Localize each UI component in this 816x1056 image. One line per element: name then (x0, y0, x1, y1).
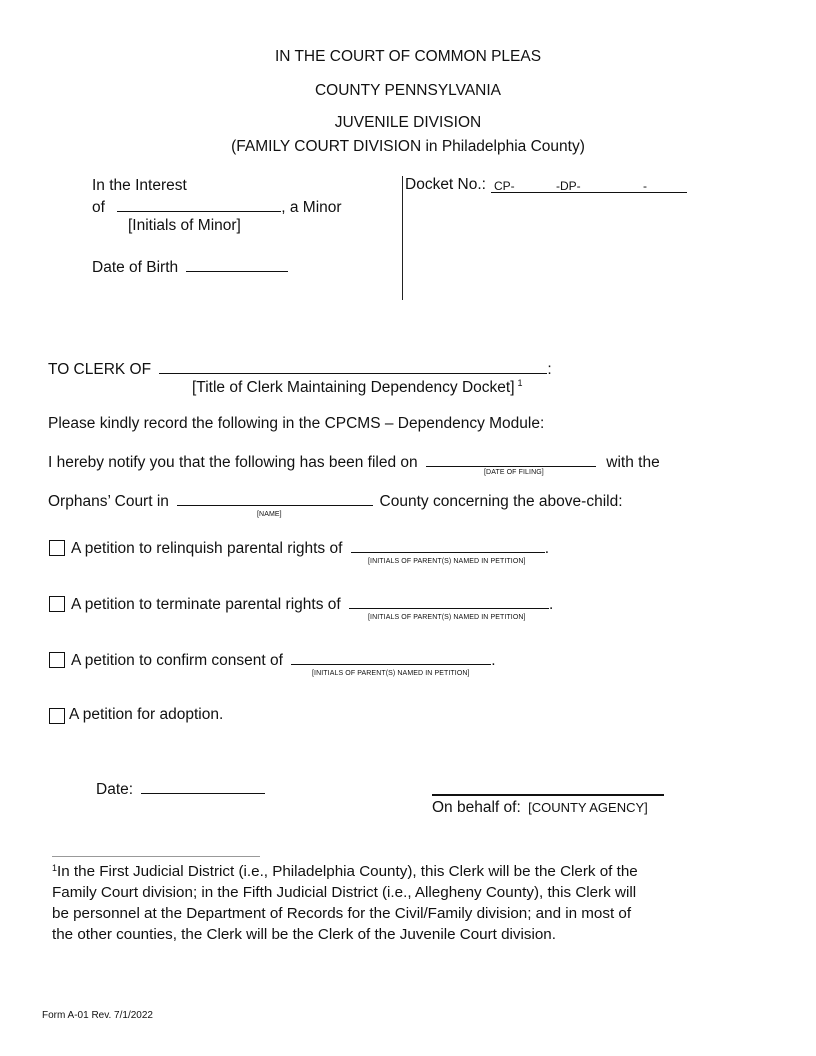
of-label: of (92, 199, 105, 216)
terminate-checkbox[interactable] (49, 596, 65, 612)
county-agency-caption: [COUNTY AGENCY] (528, 800, 648, 815)
docket-cp-prefix: CP- (494, 179, 515, 193)
petition-terminate-label: A petition to terminate parental rights of (71, 596, 341, 613)
orphans-court-label: Orphans’ Court in (48, 493, 169, 510)
initials-of-minor-caption: [Initials of Minor] (128, 217, 241, 234)
adoption-checkbox[interactable] (49, 708, 65, 724)
notify-line (48, 452, 660, 472)
date-of-filing-field[interactable] (426, 452, 596, 467)
footnote-number: 1 (52, 863, 58, 873)
petition-relinquish-label: A petition to relinquish parental rights of (71, 540, 343, 557)
confirm-initials-caption: [INITIALS OF PARENT(S) NAMED IN PETITION] (312, 670, 470, 677)
to-clerk-colon: : (547, 361, 552, 378)
name-caption: [NAME] (257, 511, 282, 518)
footnote-line-1 (52, 861, 638, 885)
date-of-filing-caption: [DATE OF FILING] (484, 469, 544, 476)
to-clerk-label: TO CLERK OF (48, 361, 152, 378)
in-the-interest-label: In the Interest (92, 177, 187, 194)
signature-line[interactable] (432, 794, 664, 796)
on-behalf-line (432, 799, 648, 817)
county-name-field[interactable] (177, 491, 373, 506)
form-id: Form A-01 Rev. 7/1/2022 (42, 1010, 153, 1021)
confirm-consent-checkbox[interactable] (49, 652, 65, 668)
docket-label: Docket No.: (405, 176, 486, 193)
please-record-text: Please kindly record the following in the CPCMS – Dependency Module: (48, 415, 545, 432)
petition-confirm-label: A petition to confirm consent of (71, 652, 283, 669)
minor-initials-field[interactable] (117, 197, 281, 212)
docket-dash: - (643, 179, 647, 193)
petition-confirm-line (71, 650, 496, 670)
petition-adoption-label: A petition for adoption (69, 706, 219, 723)
clerk-title-text: [Title of Clerk Maintaining Dependency Docket] (192, 379, 515, 396)
date-of-birth-field[interactable] (186, 257, 288, 272)
petition-adoption-line (69, 706, 223, 724)
to-clerk-line (48, 359, 552, 379)
footnote-reference: 1 (517, 378, 523, 388)
minor-line (92, 197, 342, 217)
clerk-of-field[interactable] (159, 359, 547, 374)
terminate-initials-caption: [INITIALS OF PARENT(S) NAMED IN PETITION] (368, 614, 526, 621)
notify-prefix: I hereby notify you that the following has been filed on (48, 454, 418, 471)
relinquish-checkbox[interactable] (49, 540, 65, 556)
caption-divider (402, 176, 403, 300)
orphans-court-line (48, 491, 623, 511)
petition-confirm-period: . (491, 652, 496, 669)
family-court-subtitle: (FAMILY COURT DIVISION in Philadelphia County) (231, 138, 585, 155)
confirm-initials-field[interactable] (291, 650, 491, 665)
footnote-line-4: the other counties, the Clerk will be the Clerk of the Juvenile Court division. (52, 926, 556, 943)
docket-number-field[interactable] (491, 176, 687, 193)
docket-dp-prefix: -DP- (556, 179, 581, 193)
petition-terminate-line (71, 594, 553, 614)
court-title: IN THE COURT OF COMMON PLEAS (274, 48, 542, 65)
division-title: JUVENILE DIVISION (334, 114, 482, 131)
petition-relinquish-line (71, 538, 549, 558)
clerk-title-caption (192, 379, 523, 397)
petition-terminate-period: . (549, 596, 554, 613)
county-concerning-label: County concerning the above-child: (379, 493, 623, 510)
date-of-birth-label: Date of Birth (92, 259, 179, 276)
petition-adoption-period: . (218, 706, 224, 723)
date-label: Date: (96, 781, 134, 798)
county-title: COUNTY PENNSYLVANIA (314, 82, 502, 99)
date-line (96, 779, 265, 799)
on-behalf-of-label: On behalf of: (432, 799, 521, 816)
signature-date-field[interactable] (141, 779, 265, 794)
footnote-line-3: be personnel at the Department of Records for the Civil/Family division; and in most of (52, 905, 632, 922)
dob-line (92, 257, 288, 277)
terminate-initials-field[interactable] (349, 594, 549, 609)
with-the-label: with the (606, 454, 660, 471)
footnote-text-1: In the First Judicial District (i.e., Philadelphia County), this Clerk will be the Clerk of the (57, 863, 638, 880)
footnote-line-2: Family Court division; in the Fifth Judicial District (i.e., Allegheny County), this Clerk will (52, 884, 637, 901)
relinquish-initials-caption: [INITIALS OF PARENT(S) NAMED IN PETITION] (368, 558, 526, 565)
footnote-separator (52, 856, 260, 857)
a-minor-label: , a Minor (281, 199, 342, 216)
relinquish-initials-field[interactable] (351, 538, 545, 553)
petition-relinquish-period: . (544, 540, 550, 557)
